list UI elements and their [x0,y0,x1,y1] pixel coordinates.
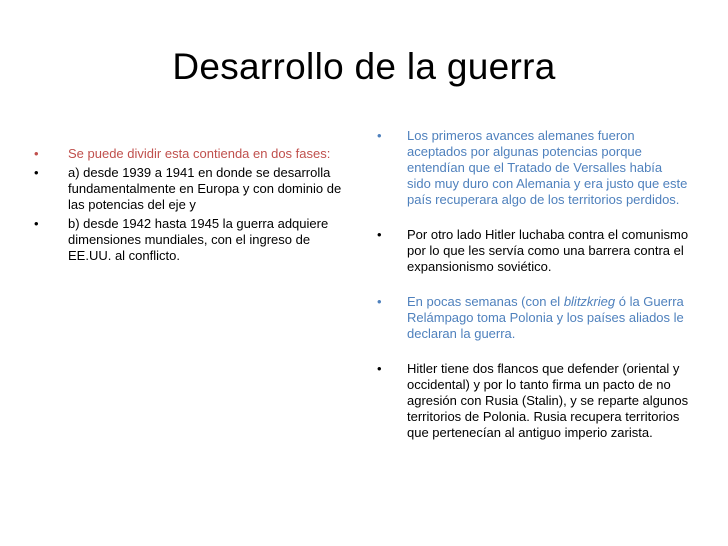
bullet-marker: • [377,361,382,376]
bullet-text-start: En pocas semanas (con el [407,294,564,309]
bullet-marker: • [377,294,382,309]
list-item [32,165,350,213]
list-item [371,227,689,275]
bullet-text [407,294,684,341]
list-item [371,294,689,342]
bullet-text: Hitler tiene dos flancos que defender (oriental y occidental) y por lo tanto firma un pacto de no agresión con Rusia (Stalin), y se reparte algunos territorios de Polonia. Rusia recupera territorios que pertenecían al antiguo imperio zarista. [407,361,689,440]
bullet-text: Los primeros avances alemanes fueron aceptados por algunas potencias porque entendían que el Tratado de Versalles había sido muy duro con Alemania y era justo que este país recuperara algo de los territorios perdidos. [407,128,688,207]
bullet-text-end: ó la Guerra Relámpago toma Polonia y los países aliados le declaran la guerra. [407,294,684,341]
bullet-marker: • [34,146,39,161]
slide-title: Desarrollo de la guerra [172,46,556,87]
list-item [32,216,350,264]
bullet-marker: • [34,165,39,180]
bullet-marker: • [377,128,382,143]
bullet-text: Se puede dividir esta contienda en dos fases: [68,146,331,161]
bullet-text: b) desde 1942 hasta 1945 la guerra adquiere dimensiones mundiales, con el ingreso de EE.UU. al conflicto. [68,216,329,263]
right-bullet-list [371,128,689,441]
list-item [371,361,689,441]
bullet-text: a) desde 1939 a 1941 en donde se desarrolla fundamentalmente en Europa y con dominio de las potencias del eje y [68,165,342,212]
right-column [371,128,689,460]
bullet-text: Por otro lado Hitler luchaba contra el comunismo por lo que les servía como una barrera contra el expansionismo soviético. [407,227,689,274]
list-item [32,146,350,162]
blitzkrieg-term: blitzkrieg [563,294,616,309]
list-item [371,128,689,208]
left-bullet-list [32,146,350,264]
bullet-marker: • [34,216,39,231]
bullet-marker: • [377,227,382,242]
left-column [32,146,350,267]
